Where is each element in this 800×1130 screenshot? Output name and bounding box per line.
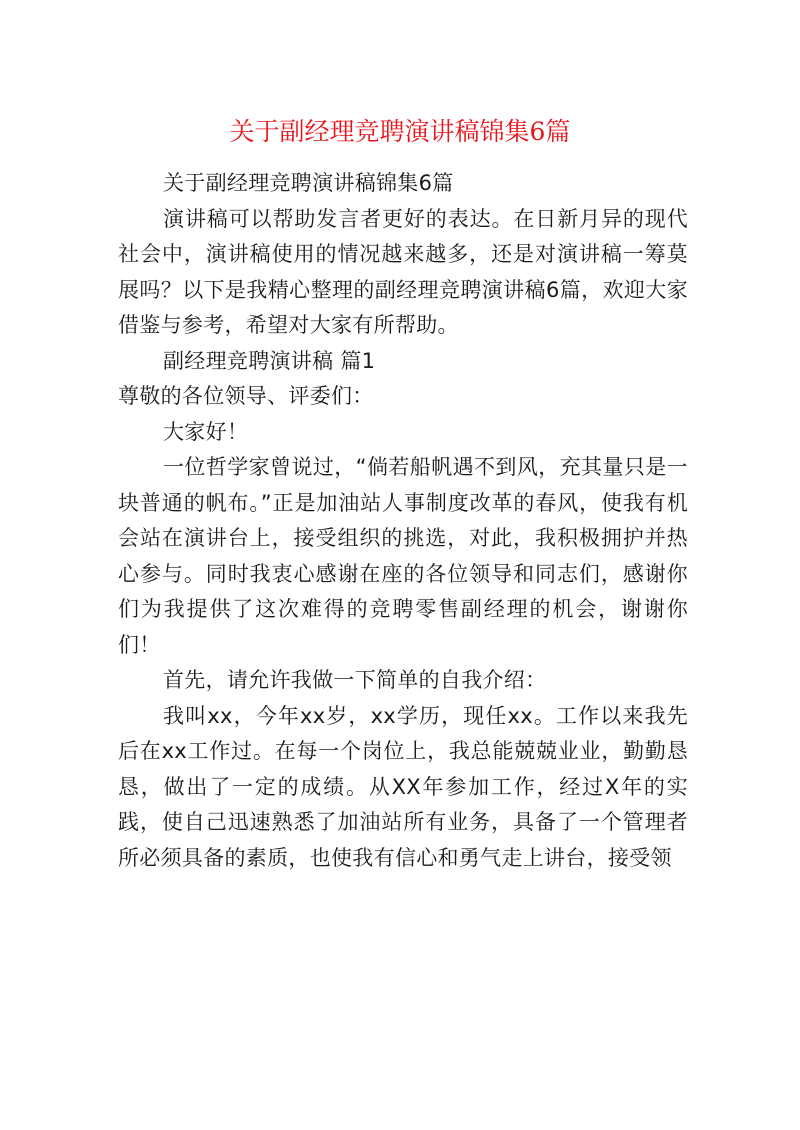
greeting-paragraph: 大家好！ xyxy=(163,419,249,444)
salutation-paragraph: 尊敬的各位领导、评委们： xyxy=(118,384,374,408)
subtitle-paragraph: 关于副经理竞聘演讲稿锦集6篇 xyxy=(163,171,454,195)
document-body xyxy=(118,166,688,876)
section-heading: 副经理竞聘演讲稿 篇1 xyxy=(163,348,376,373)
document-title: 关于副经理竞聘演讲稿锦集6篇 xyxy=(229,117,571,146)
intro-paragraph: 演讲稿可以帮助发言者更好的表达。在日新月异的现代社会中，演讲稿使用的情况越来越多，还是对演讲稿一筹莫展吗？以下是我精心整理的副经理竞聘演讲稿6篇，欢迎大家借鉴与参考，希望对大家有所帮助。 xyxy=(118,206,688,337)
body-paragraph: 我叫xx，今年xx岁，xx学历，现任xx。工作以来我先后在xx工作过。在每一个岗位上，我总能兢兢业业，勤勤恳恳，做出了一定的成绩。从XX年参加工作，经过X年的实践，使自己迅速熟悉了加油站所有业务，具备了一个管理者所必须具备的素质，也使我有信心和勇气走上讲台，接受领 xyxy=(118,703,688,870)
body-paragraph: 首先，请允许我做一下简单的自我介绍： xyxy=(163,668,547,692)
body-paragraph: 一位哲学家曾说过，“倘若船帆遇不到风，充其量只是一块普通的帆布。”正是加油站人事制度改革的春风，使我有机会站在演讲台上，接受组织的挑选，对此，我积极拥护并热心参与。同时我衷心感谢在座的各位领导和同志们，感谢你们为我提供了这次难得的竞聘零售副经理的机会，谢谢你们！ xyxy=(118,455,688,657)
